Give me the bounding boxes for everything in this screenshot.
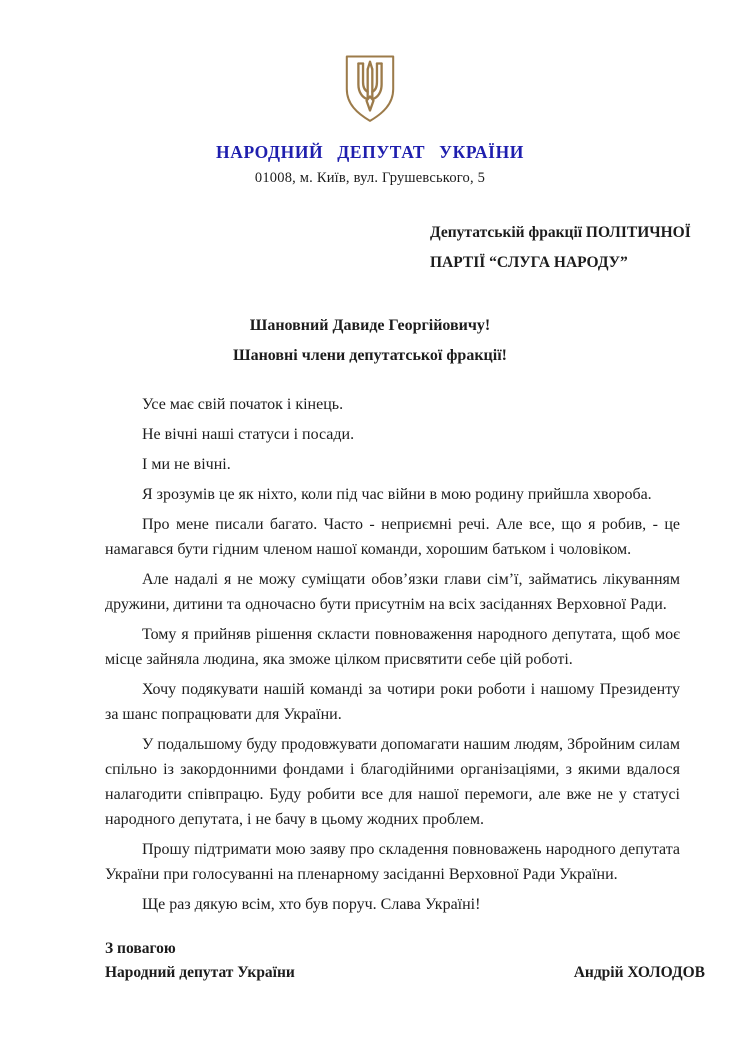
- letterhead-title: НАРОДНИЙ ДЕПУТАТ УКРАЇНИ: [216, 142, 524, 162]
- recipient-block: [430, 218, 705, 278]
- recipient-line: Депутатській фракції ПОЛІТИЧНОЇ: [430, 224, 691, 241]
- body-paragraph: Не вічні наші статуси і посади.: [142, 426, 355, 443]
- letterhead: [0, 0, 740, 187]
- recipient-line: ПАРТІЇ “СЛУГА НАРОДУ”: [430, 254, 628, 271]
- body-paragraph: Я зрозумів це як ніхто, коли під час війни в мою родину прийшла хвороба.: [142, 486, 652, 503]
- salutation-block: [0, 311, 740, 371]
- body-paragraph: Прошу підтримати мою заяву про складення повноважень народного депутата України при голосуванні на пленарному засіданні Верховної Ради України.: [105, 841, 680, 883]
- signature-row: [105, 961, 705, 985]
- tryzub-emblem-icon: [341, 54, 399, 124]
- body-paragraph: Тому я прийняв рішення скласти повноваження народного депутата, щоб моє місце зайняла людина, яка зможе цілком присвятити себе цій роботі.: [105, 626, 680, 668]
- salutation-line: Шановні члени депутатської фракції!: [233, 347, 507, 364]
- body-paragraph: І ми не вічні.: [142, 456, 231, 473]
- letterhead-address: 01008, м. Київ, вул. Грушевського, 5: [254, 170, 486, 186]
- signature-name: Андрій ХОЛОДОВ: [573, 964, 705, 981]
- body-paragraph: У подальшому буду продовжувати допомагати нашим людям, Збройним силам спільно із закордонними фондами і благодійними організаціями, з якими вдалося налагодити співпрацю. Буду робити все для нашої перемоги, але вже не у статусі народного депутата, і не бачу в цьому жодних проблем.: [105, 736, 680, 828]
- body-paragraph: Хочу подякувати нашій команді за чотири роки роботи і нашому Президенту за шанс попрацювати для України.: [105, 681, 680, 723]
- salutation-line: Шановний Давиде Георгійовичу!: [249, 317, 491, 334]
- signature-closing: З повагою: [105, 940, 176, 957]
- body-paragraph: Усе має свій початок і кінець.: [142, 396, 344, 413]
- signature-block: [105, 937, 705, 985]
- letter-body: [105, 392, 680, 917]
- body-paragraph: Про мене писали багато. Часто - неприємні речі. Але все, що я робив, - це намагався бути гідним членом нашої команди, хорошим батьком і чоловіком.: [105, 516, 680, 558]
- body-paragraph: Ще раз дякую всім, хто був поруч. Слава Україні!: [142, 896, 481, 913]
- signature-position: Народний депутат України: [105, 964, 295, 981]
- body-paragraph: Але надалі я не можу суміщати обов’язки глави сім’ї, займатись лікуванням дружини, дитини та одночасно бути присутнім на всіх засіданнях Верховної Ради.: [105, 571, 680, 613]
